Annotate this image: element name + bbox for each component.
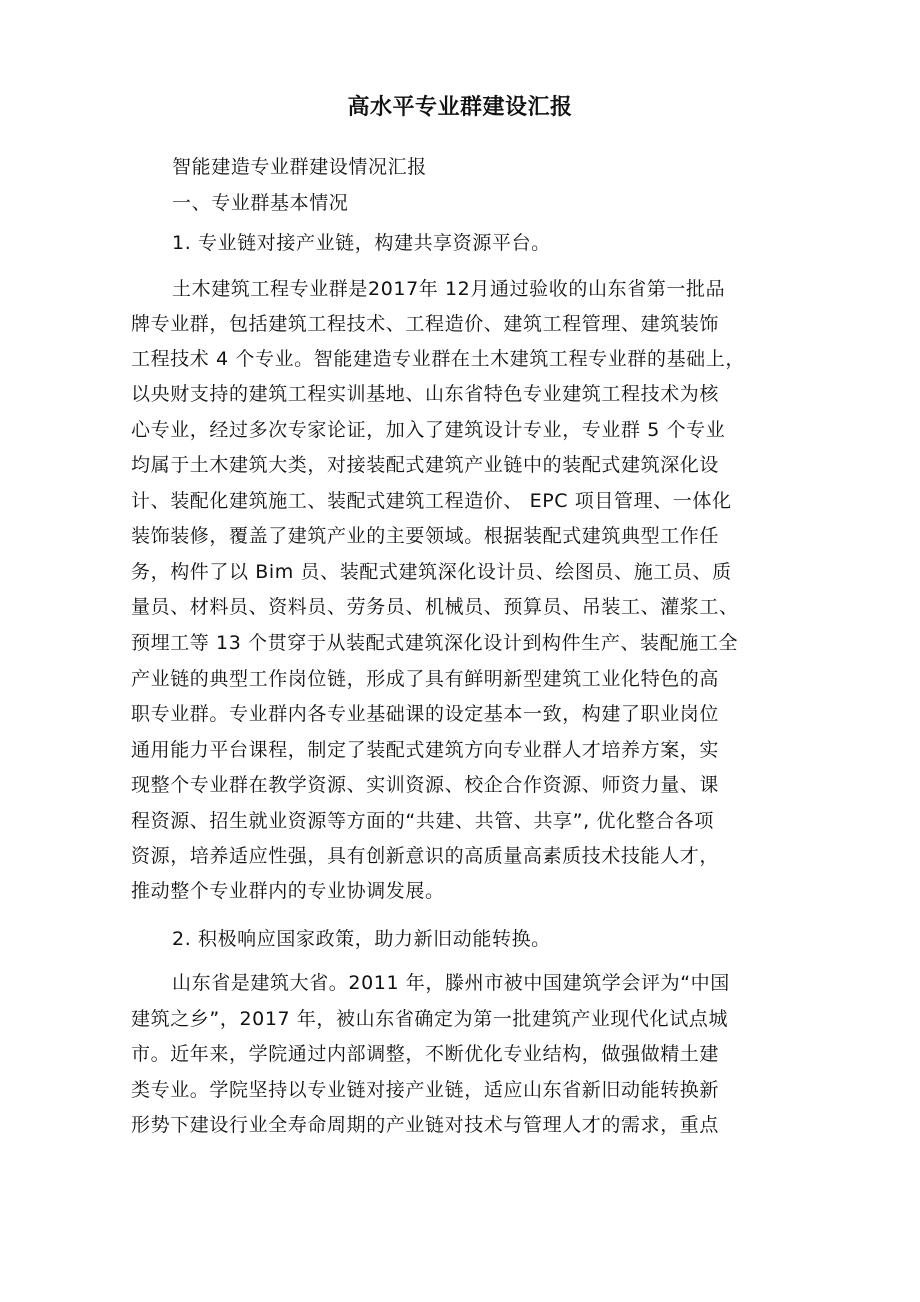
document-subtitle: 智能建造专业群建设情况汇报 [172, 156, 427, 178]
section-heading-1: 一、专业群基本情况 [172, 192, 349, 214]
paragraph-line: 预埋工等 13 个贯穿于从装配式建筑深化设计到构件生产、装配施工全 [131, 632, 739, 654]
paragraph-line: 务，构件了以 Bim 员、装配式建筑深化设计员、绘图员、施工员、质 [131, 561, 732, 583]
document-title: 高水平专业群建设汇报 [347, 95, 573, 120]
paragraph-line: 建筑之乡”，2017 年，被山东省确定为第一批建筑产业现代化试点城 [131, 1008, 729, 1030]
paragraph-line: 土木建筑工程专业群是2017年 12月通过验收的山东省第一批品 [172, 278, 726, 300]
paragraph-line: 市。近年来，学院通过内部调整，不断优化专业结构，做强做精土建 [131, 1043, 720, 1065]
paragraph-line: 牌专业群，包括建筑工程技术、工程造价、建筑工程管理、建筑装饰 [131, 313, 720, 335]
paragraph-line: 程资源、招生就业资源等方面的“共建、共管、共享”, 优化整合各项 [131, 810, 714, 832]
paragraph-line: 工程技术 4 个专业。智能建造专业群在土木建筑工程专业群的基础上， [131, 348, 745, 370]
paragraph-line: 产业链的典型工作岗位链，形成了具有鲜明新型建筑工业化特色的高 [131, 668, 720, 690]
paragraph-line: 现整个专业群在教学资源、实训资源、校企合作资源、师资力量、课 [131, 774, 720, 796]
paragraph-line: 类专业。学院坚持以专业链对接产业链，适应山东省新旧动能转换新 [131, 1079, 720, 1101]
item-heading-2: 2. 积极响应国家政策，助力新旧动能转换。 [172, 928, 551, 950]
paragraph-line: 山东省是建筑大省。2011 年，滕州市被中国建筑学会评为“中国 [172, 972, 730, 994]
paragraph-line: 心专业，经过多次专家论证，加入了建筑设计专业，专业群 5 个专业 [131, 419, 726, 441]
item-heading-1: 1. 专业链对接产业链，构建共享资源平台。 [172, 232, 551, 254]
paragraph-line: 装饰装修，覆盖了建筑产业的主要领域。根据装配式建筑典型工作任 [131, 525, 720, 547]
paragraph-line: 形势下建设行业全寿命周期的产业链对技术与管理人才的需求，重点 [131, 1114, 720, 1136]
paragraph-line: 职专业群。专业群内各专业基础课的设定基本一致，构建了职业岗位 [131, 703, 720, 725]
paragraph-line: 资源，培养适应性强，具有创新意识的高质量高素质技术技能人才， [131, 845, 720, 867]
paragraph-line: 以央财支持的建筑工程实训基地、山东省特色专业建筑工程技术为核 [131, 383, 720, 405]
paragraph-line: 均属于土木建筑大类，对接装配式建筑产业链中的装配式建筑深化设 [131, 454, 720, 476]
paragraph-line: 通用能力平台课程，制定了装配式建筑方向专业群人才培养方案，实 [131, 739, 720, 761]
paragraph-line: 推动整个专业群内的专业协调发展。 [131, 880, 445, 902]
paragraph-line: 计、装配化建筑施工、装配式建筑工程造价、 EPC 项目管理、一体化 [131, 490, 732, 512]
paragraph-line: 量员、材料员、资料员、劳务员、机械员、预算员、吊装工、灌浆工、 [131, 596, 739, 618]
